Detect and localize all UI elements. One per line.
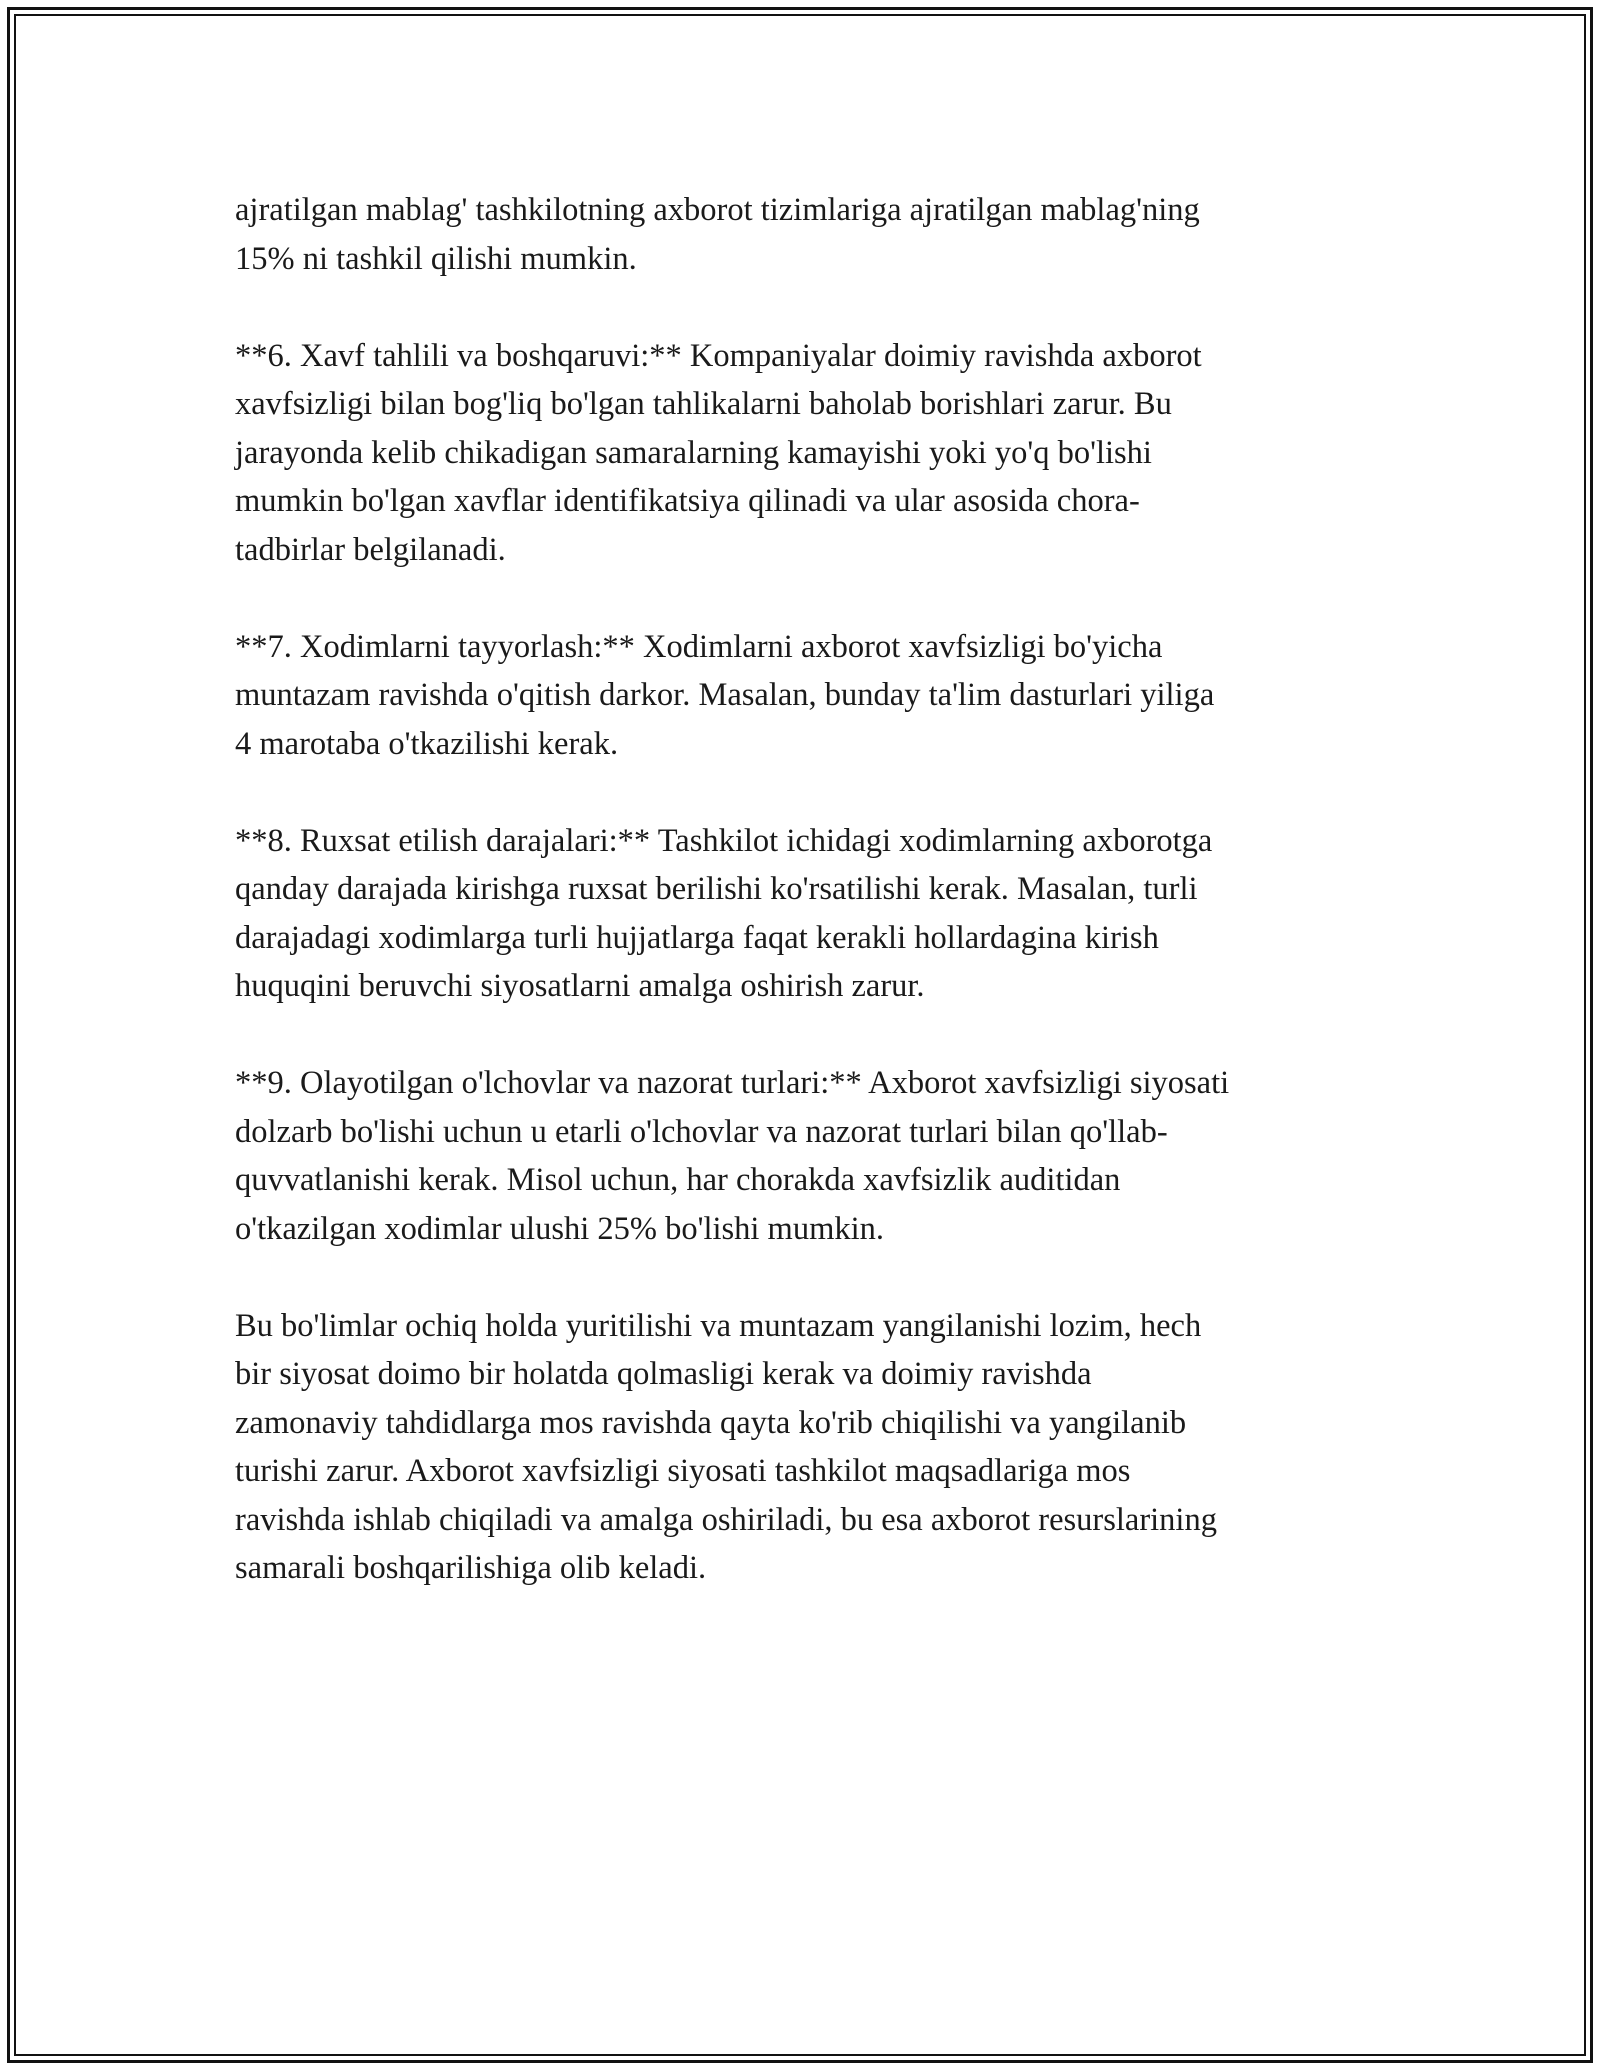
paragraph-staff-training: **7. Xodimlarni tayyorlash:** Xodimlarni axborot xavfsizligi bo'yicha muntazam ravishda o'qitish darkor. Masalan, bunday ta'lim dasturlari yiliga 4 marotaba o'tkazilishi kerak. [235, 628, 1215, 762]
paragraph-measures-controls: **9. Olayotilgan o'lchovlar va nazorat turlari:** Axborot xavfsizligi siyosati dolzarb bo'lishi uchun u etarli o'lchovlar va nazorat turlari bilan qo'llab- quvvatlanishi kerak. Misol uchun, har chorakda xavfsizlik auditidan o'tkazilgan xodimlar ulushi 25% bo'lishi mumkin. [235, 1065, 1230, 1247]
paragraph-conclusion: Bu bo'limlar ochiq holda yuritilishi va muntazam yangilanishi lozim, hech bir siyosat doimo bir holatda qolmasligi kerak va doimiy ravishda zamonaviy tahdidlarga mos ravishda qayta ko'rib chiqilishi va yangilanib turishi zarur. Axborot xavfsizligi siyosati tashkilot maqsadlariga mos ravishda ishlab chiqiladi va amalga oshiriladi, bu esa axborot resurslarining samarali boshqarilishiga olib keladi. [235, 1307, 1217, 1586]
paragraph-risk-analysis: **6. Xavf tahlili va boshqaruvi:** Kompaniyalar doimiy ravishda axborot xavfsizligi bilan bog'liq bo'lgan tahlikalarni baholab borishlari zarur. Bu jarayonda kelib chikadigan samaralarning kamayishi yoki yo'q bo'lishi mumkin bo'lgan xavflar identifikatsiya qilinadi va ular asosida chora- tadbirlar belgilanadi. [235, 337, 1202, 568]
paragraph-access-levels: **8. Ruxsat etilish darajalari:** Tashkilot ichidagi xodimlarning axborotga qanday darajada kirishga ruxsat berilishi ko'rsatilishi kerak. Masalan, turli darajadagi xodimlarga turli hujjatlarga faqat kerakli hollardagina kirish huquqini beruvchi siyosatlarni amalga oshirish zarur. [235, 822, 1213, 1004]
paragraph-funding-continuation: ajratilgan mablag' tashkilotning axborot tizimlariga ajratilgan mablag'ning 15% ni tashkil qilishi mumkin. [235, 192, 1200, 277]
document-body [235, 186, 1375, 1641]
